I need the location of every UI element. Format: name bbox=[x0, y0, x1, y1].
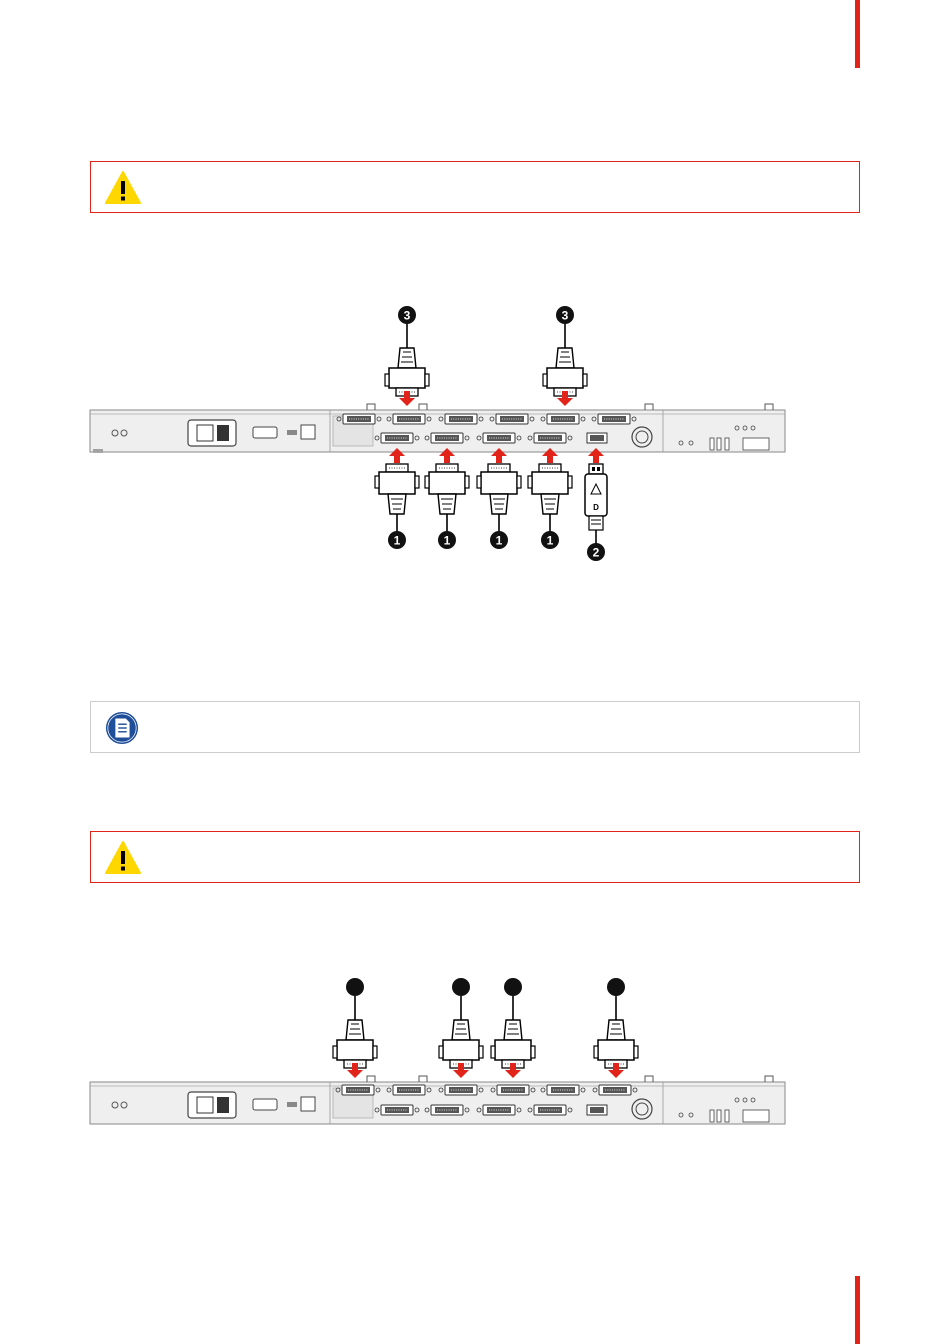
dvi-port bbox=[491, 1085, 535, 1095]
dvi-port bbox=[541, 414, 585, 424]
displayport-port bbox=[587, 433, 607, 443]
callout-marker bbox=[607, 978, 625, 996]
dvi-port bbox=[425, 433, 469, 443]
dvi-port bbox=[425, 1105, 469, 1115]
dvi-output-cable bbox=[543, 322, 587, 406]
dvi-port bbox=[477, 433, 521, 443]
dvi-input-cable bbox=[375, 448, 419, 532]
dvi-input-cable bbox=[528, 448, 572, 532]
dvi-port bbox=[592, 414, 636, 424]
connection-diagram-inputs bbox=[85, 300, 800, 570]
callout-dvi-in bbox=[541, 531, 559, 549]
callout-number: 1 bbox=[393, 533, 401, 548]
rear-panel-chassis bbox=[90, 1076, 785, 1124]
dvi-output-cable bbox=[333, 978, 377, 1078]
callout-dvi-out bbox=[398, 306, 416, 324]
rear-panel-chassis bbox=[90, 404, 785, 452]
dvi-port bbox=[387, 1085, 431, 1095]
displayport-port bbox=[587, 1105, 607, 1115]
dvi-port bbox=[528, 433, 572, 443]
connection-diagram-outputs bbox=[85, 970, 800, 1130]
callout-marker bbox=[346, 978, 364, 996]
callout-number: 1 bbox=[546, 533, 554, 548]
dvi-input-cable bbox=[425, 448, 469, 532]
dvi-port bbox=[439, 1085, 483, 1095]
dvi-port bbox=[336, 1085, 380, 1095]
dvi-port bbox=[337, 414, 381, 424]
dvi-port bbox=[490, 414, 534, 424]
callout-dvi-in bbox=[388, 531, 406, 549]
callout-number: 1 bbox=[443, 533, 451, 548]
callout-number: 3 bbox=[561, 308, 569, 323]
dvi-port bbox=[375, 1105, 419, 1115]
warning-icon bbox=[105, 840, 141, 876]
callout-displayport bbox=[587, 543, 605, 561]
displayport-cable bbox=[585, 448, 607, 544]
page-corner-marker-bottom bbox=[855, 1276, 860, 1344]
dvi-port bbox=[593, 1085, 637, 1095]
callout-dvi-out bbox=[556, 306, 574, 324]
callout-number: 1 bbox=[495, 533, 503, 548]
caution-notice bbox=[90, 831, 860, 883]
callout-number: 3 bbox=[403, 308, 411, 323]
note-notice bbox=[90, 701, 860, 753]
dvi-port bbox=[528, 1105, 572, 1115]
page-corner-marker-top bbox=[855, 0, 860, 68]
dvi-output-cable bbox=[385, 322, 429, 406]
dvi-port bbox=[387, 414, 431, 424]
callout-dvi-in bbox=[438, 531, 456, 549]
dvi-port bbox=[541, 1085, 585, 1095]
callout-number: 2 bbox=[592, 545, 600, 560]
note-icon bbox=[105, 711, 139, 745]
dvi-output-cable bbox=[491, 978, 535, 1078]
dvi-output-cable bbox=[594, 978, 638, 1078]
caution-notice bbox=[90, 161, 860, 213]
dvi-input-cable bbox=[477, 448, 521, 532]
dvi-port bbox=[375, 433, 419, 443]
warning-icon bbox=[105, 170, 141, 206]
dvi-port bbox=[477, 1105, 521, 1115]
callout-marker bbox=[452, 978, 470, 996]
callout-dvi-in bbox=[490, 531, 508, 549]
dvi-port bbox=[439, 414, 483, 424]
dvi-output-cable bbox=[439, 978, 483, 1078]
svg-text:D: D bbox=[593, 503, 599, 512]
callout-marker bbox=[504, 978, 522, 996]
